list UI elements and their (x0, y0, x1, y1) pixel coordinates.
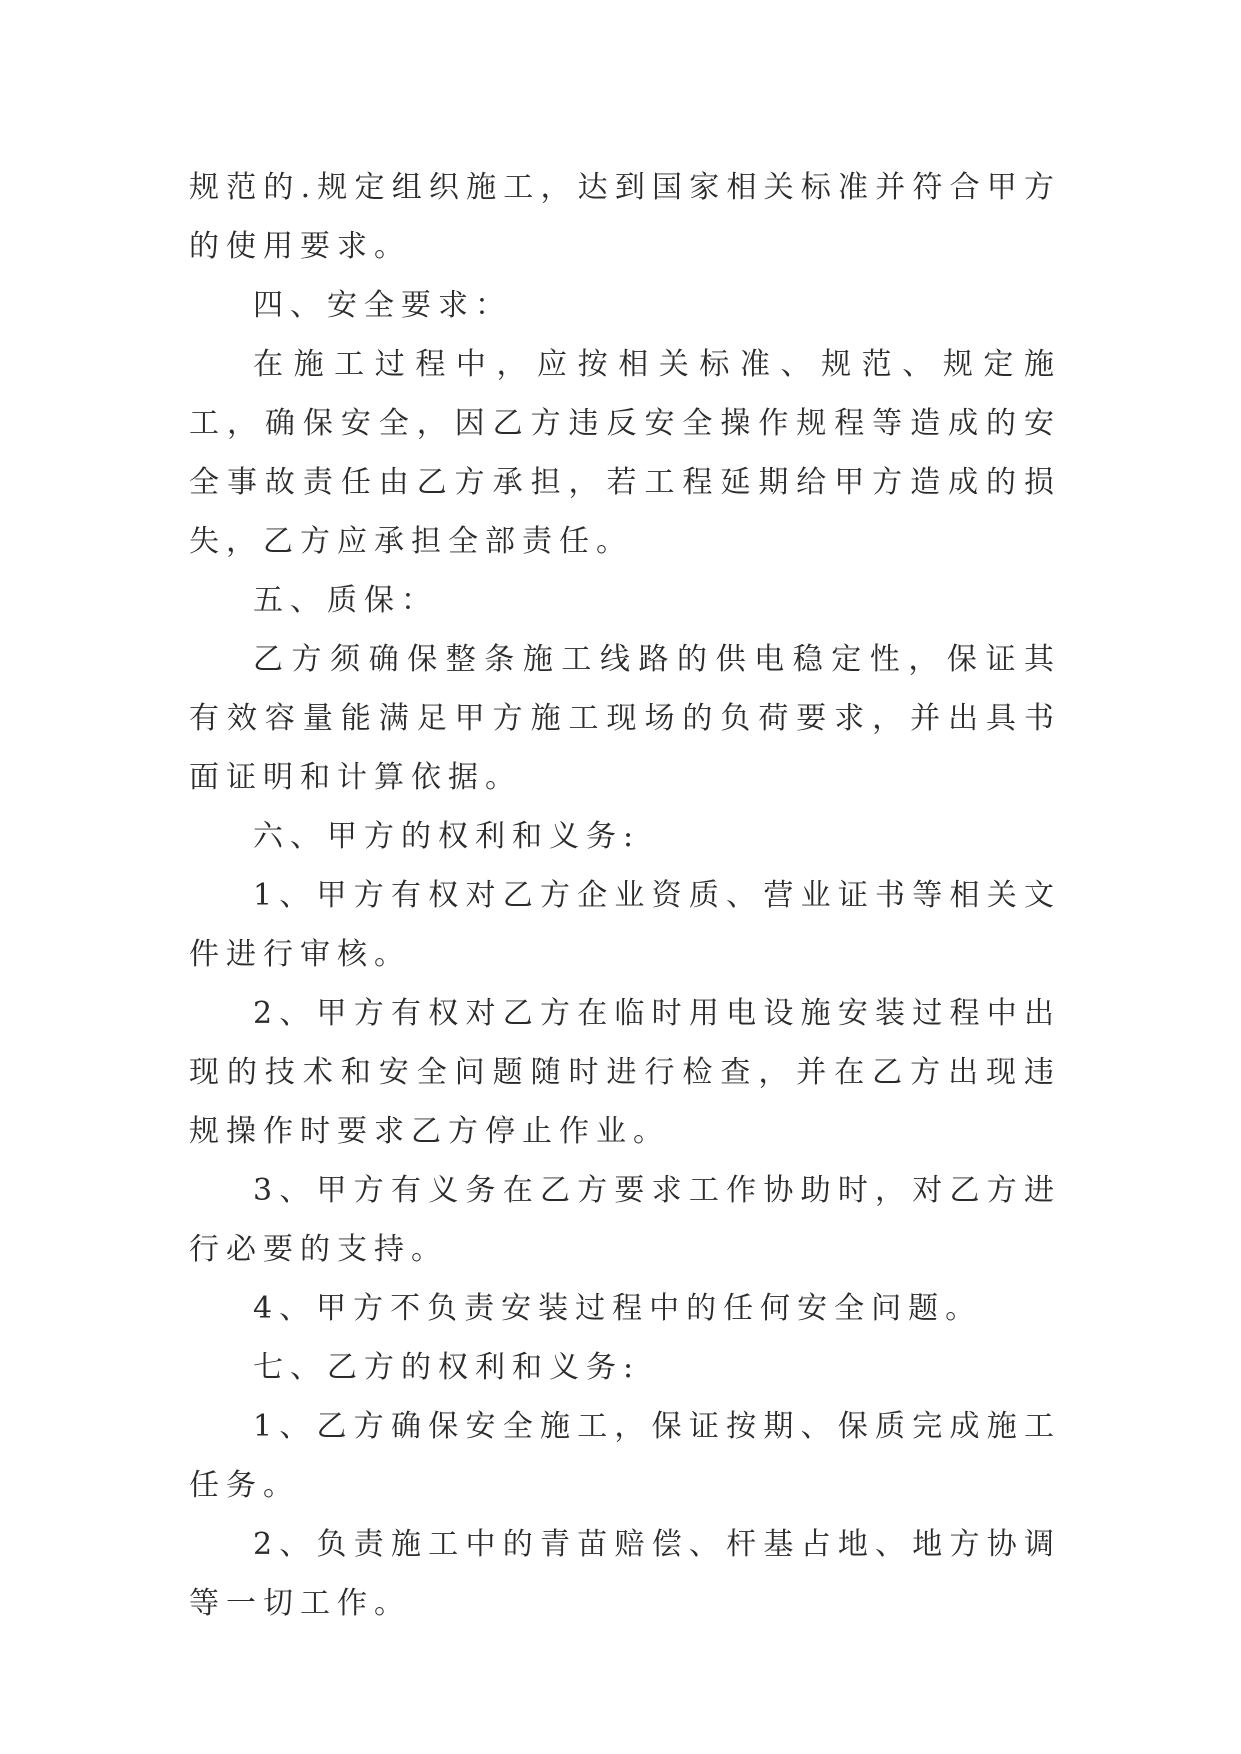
document-body (189, 158, 1061, 1633)
paragraph-continuation: 规范的.规定组织施工，达到国家相关标准并符合甲方的使用要求。 (189, 170, 1061, 264)
section-heading-party-b: 七、乙方的权利和义务: (253, 1350, 641, 1385)
paragraph-party-a-1: 1、甲方有权对乙方企业资质、营业证书等相关文件进行审核。 (189, 878, 1061, 972)
paragraph-party-b-1: 1、乙方确保安全施工，保证按期、保质完成施工任务。 (189, 1409, 1061, 1503)
section-heading-safety: 四、安全要求： (253, 288, 512, 323)
section-heading-party-a: 六、甲方的权利和义务: (253, 819, 641, 854)
paragraph-warranty: 乙方须确保整条施工线路的供电稳定性，保证其有效容量能满足甲方施工现场的负荷要求，并出具书面证明和计算依据。 (189, 642, 1061, 795)
paragraph-party-b-2: 2、负责施工中的青苗赔偿、杆基占地、地方协调等一切工作。 (189, 1527, 1061, 1621)
section-heading-warranty: 五、质保： (253, 583, 438, 618)
paragraph-party-a-2: 2、甲方有权对乙方在临时用电设施安装过程中出现的技术和安全问题随时进行检查，并在乙方出现违规操作时要求乙方停止作业。 (189, 996, 1061, 1149)
paragraph-party-a-3: 3、甲方有义务在乙方要求工作协助时，对乙方进行必要的支持。 (189, 1173, 1061, 1267)
paragraph-party-a-4: 4、甲方不负责安装过程中的任何安全问题。 (253, 1291, 983, 1326)
paragraph-safety: 在施工过程中，应按相关标准、规范、规定施工，确保安全，因乙方违反安全操作规程等造成的安全事故责任由乙方承担，若工程延期给甲方造成的损失，乙方应承担全部责任。 (189, 347, 1061, 559)
